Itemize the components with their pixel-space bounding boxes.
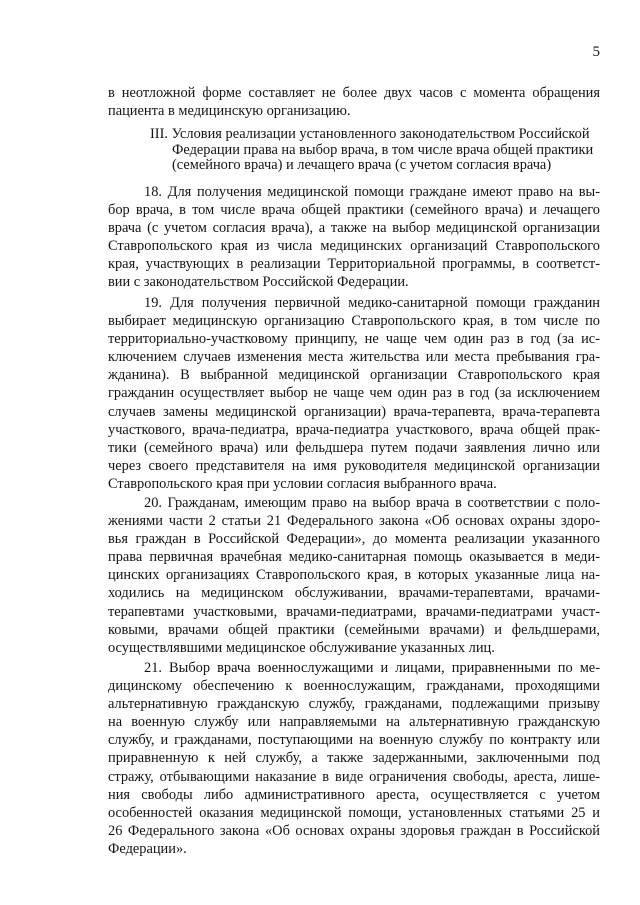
heading-line: (семейного врача) и лечащего врача (с учетом согласия врача)	[172, 157, 552, 173]
paragraph-18	[108, 183, 600, 292]
text-line: 19. Для получения первичной медико-санитарной помощи гражданин	[144, 295, 600, 311]
text-line: дицинскому обеспечению к военнослужащим, гражданами, проходящими	[108, 678, 600, 695]
text-line: Ставропольского края из числа медицинских организаций Ставропольского	[108, 238, 600, 255]
heading-line: Федерации права на выбор врача, в том числе врача общей практики	[172, 141, 594, 158]
text-line: врача (с учетом согласия врача), а также на выбор медицинской организации	[108, 220, 600, 237]
text-line: вии с законодательством Российской Федерации.	[108, 274, 409, 291]
text-line: 18. Для получения медицинской помощи граждане имеют право на вы-	[144, 184, 600, 200]
text-line: в неотложной форме составляет не более двух часов с момента обращения	[108, 85, 600, 101]
text-line: 21. Выбор врача военнослужащими и лицами, приравненными по ме-	[144, 660, 600, 676]
paragraph-21	[108, 659, 600, 858]
text-line: пациента в медицинскую организацию.	[108, 103, 351, 120]
text-line: стражу, отбывающими наказание в виде ограничения свободы, ареста, лише-	[108, 768, 600, 785]
paragraph-20	[108, 494, 600, 657]
text-line: 20. Гражданам, имеющим право на выбор врача в соответствии с поло-	[144, 495, 600, 511]
text-line: альтернативную гражданскую службу, гражданами, подлежащими призыву	[108, 696, 600, 713]
text-line: случаев замены медицинской организации) врача-терапевта, врача-терапевта	[108, 403, 600, 420]
text-line: тики (семейного врача) или фельдшера путем подачи заявления лично или	[108, 439, 600, 456]
text-line: ходились на медицинском обслуживании, врачами-терапевтами, врачами-	[108, 585, 600, 602]
text-line: Федерации».	[108, 840, 187, 857]
text-line: ключением случаев изменения места жительства или места пребывания гра-	[108, 349, 600, 366]
text-line: на военную службу или направляемыми на альтернативную гражданскую	[108, 714, 600, 731]
text-line: жданина). В выбранной медицинской организации Ставропольского края	[108, 367, 600, 384]
page-number: 5	[592, 44, 600, 60]
section-heading	[150, 127, 610, 174]
text-line: ковыми, врачами общей практики (семейными врачами) и фельдшерами,	[108, 621, 600, 638]
text-line: права первичная врачебная медико-санитарная помощь оказывается в меди-	[108, 549, 600, 566]
text-line: через своего представителя на имя руководителя медицинской организации	[108, 457, 600, 474]
text-line: участкового, врача-педиатра, врача-педиатра участкового, врача общей прак-	[108, 421, 600, 438]
text-line: Ставропольского края при условии согласия выбранного врача.	[108, 475, 497, 492]
text-line: края, участвующих в реализации Территориальной программы, в соответст-	[108, 256, 600, 273]
paragraph-19	[108, 294, 600, 493]
text-line: терапевтами участковыми, врачами-педиатрами, врачами-педиатрами участ-	[108, 603, 600, 620]
text-line: приравненную к ней службу, а также задержанными, заключенными под	[108, 750, 600, 767]
text-line: службу, и гражданами, поступающими на военную службу по контракту или	[108, 732, 600, 749]
text-line: 26 Федерального закона «Об основах охраны здоровья граждан в Российской	[108, 822, 600, 839]
text-line: жениями части 2 статьи 21 Федерального закона «Об основах охраны здоро-	[108, 513, 600, 530]
intro-paragraph	[108, 84, 600, 120]
text-line: особенностей оказания медицинской помощи, установленных статьями 25 и	[108, 804, 600, 821]
text-line: бор врача, в том числе врача общей практики (семейного врача) и лечащего	[108, 202, 600, 219]
text-line: ния свободы либо административного ареста, осуществляется с учетом	[108, 786, 600, 803]
text-line: выбирает медицинскую организацию Ставропольского края, в том числе по	[108, 313, 600, 330]
text-line: цинских организациях Ставропольского края, в которых указанные лица на-	[108, 567, 600, 584]
text-line: гражданин осуществляет выбор не чаще чем один раз в год (за исключением	[108, 385, 600, 402]
text-line: осуществлявшими медицинское обслуживание указанных лиц.	[108, 639, 495, 656]
heading-line: III. Условия реализации установленного законодательством Российской	[150, 126, 590, 142]
text-line: территориально-участковому принципу, не чаще чем один раз в год (за ис-	[108, 331, 600, 348]
text-line: вья граждан в Российской Федерации», до момента реализации указанного	[108, 531, 600, 548]
